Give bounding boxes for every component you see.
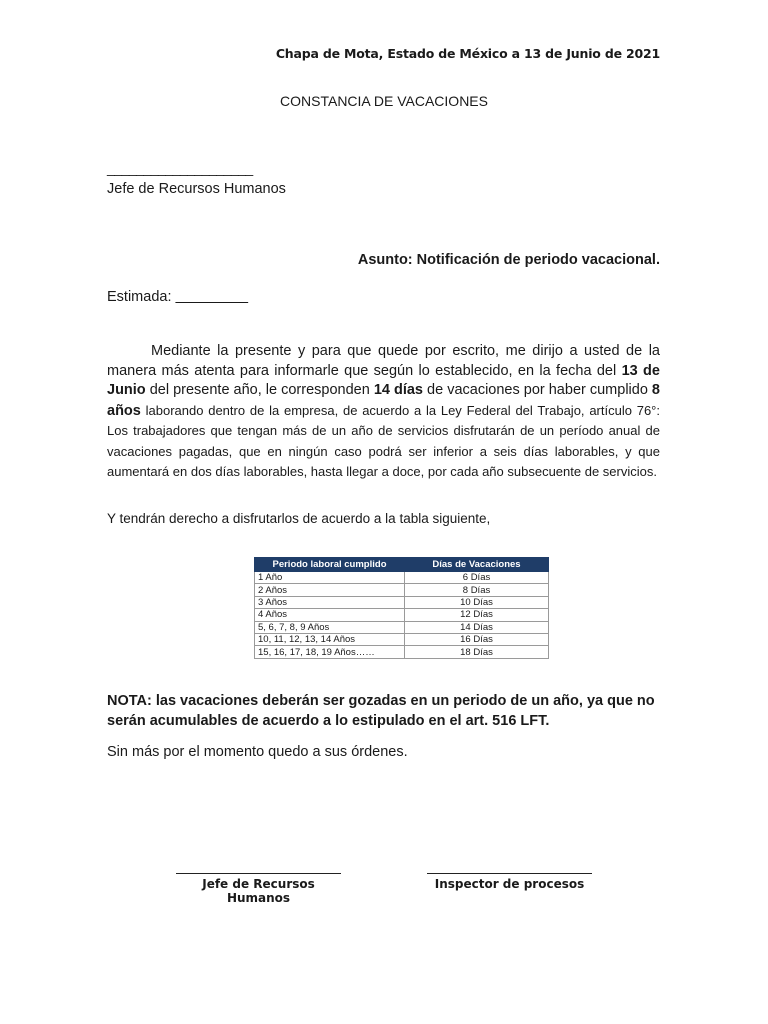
greeting-label: Estimada: <box>107 289 176 305</box>
table-row <box>255 572 549 584</box>
days-cell: 8 Días <box>405 584 549 596</box>
recipient-role: Jefe de Recursos Humanos <box>107 181 286 197</box>
body-paragraph <box>107 342 660 483</box>
vacation-table <box>254 557 549 659</box>
body-part-1: Mediante la presente y para que quede por escrito, me dirijo a usted de la manera más atenta para informarle que según lo establecido, en la fecha del <box>107 343 660 379</box>
column-header-days: Días de Vacaciones <box>405 558 549 572</box>
table-row <box>255 584 549 596</box>
days-cell: 16 Días <box>405 633 549 645</box>
days-cell: 12 Días <box>405 609 549 621</box>
table-header-row <box>255 558 549 572</box>
body-days: 14 días <box>373 382 423 398</box>
place-date: Chapa de Mota, Estado de México a 13 de Junio de 2021 <box>275 46 660 61</box>
greeting-blank: _________ <box>175 289 249 305</box>
signature-line-right <box>427 873 592 874</box>
table-intro: Y tendrán derecho a disfrutarlos de acuerdo a la tabla siguiente, <box>107 511 491 526</box>
days-cell: 6 Días <box>405 572 549 584</box>
table-row <box>255 596 549 608</box>
greeting <box>107 289 248 305</box>
period-cell: 5, 6, 7, 8, 9 Años <box>255 621 405 633</box>
table-row <box>255 633 549 645</box>
days-cell: 14 Días <box>405 621 549 633</box>
recipient-blank-line: ____________________ <box>107 160 253 176</box>
period-cell: 15, 16, 17, 18, 19 Años…… <box>255 646 405 658</box>
signature-line-left <box>176 873 341 874</box>
period-cell: 3 Años <box>255 596 405 608</box>
table-row <box>255 609 549 621</box>
body-part-3: de vacaciones por haber cumplido <box>423 382 652 398</box>
table-row <box>255 646 549 658</box>
body-part-4: laborando dentro de la empresa, de acuerdo a la Ley Federal del Trabajo, artículo 76°: Los trabajadores que tengan más de un año de servicios disfrutarán de un período anual de vacaciones pagadas, que en ningún caso podrá ser inferior a seis días laborables, y que aumentará en dos días laborables, hasta llegar a doce, por cada año subsecuente de servicios. <box>107 402 660 479</box>
days-cell: 10 Días <box>405 596 549 608</box>
document-title: CONSTANCIA DE VACACIONES <box>280 93 488 109</box>
period-cell: 4 Años <box>255 609 405 621</box>
signature-name-right: Inspector de procesos <box>434 877 585 891</box>
period-cell: 1 Año <box>255 572 405 584</box>
period-cell: 2 Años <box>255 584 405 596</box>
body-date: 13 de Junio <box>107 362 660 398</box>
days-cell: 18 Días <box>405 646 549 658</box>
body-part-2: del presente año, le corresponden <box>145 382 374 398</box>
subject-line: Asunto: Notificación de periodo vacacional. <box>357 252 660 268</box>
signature-name-left: Jefe de Recursos Humanos <box>202 877 315 905</box>
table-row <box>255 621 549 633</box>
period-cell: 10, 11, 12, 13, 14 Años <box>255 633 405 645</box>
column-header-period: Periodo laboral cumplido <box>255 558 405 572</box>
note-paragraph: NOTA: las vacaciones deberán ser gozadas en un periodo de un año, ya que no serán acumulables de acuerdo a lo estipulado en el art. 516 LFT. <box>107 693 655 729</box>
body-years: 8 años <box>107 382 660 419</box>
closing-line: Sin más por el momento quedo a sus órdenes. <box>107 744 408 760</box>
